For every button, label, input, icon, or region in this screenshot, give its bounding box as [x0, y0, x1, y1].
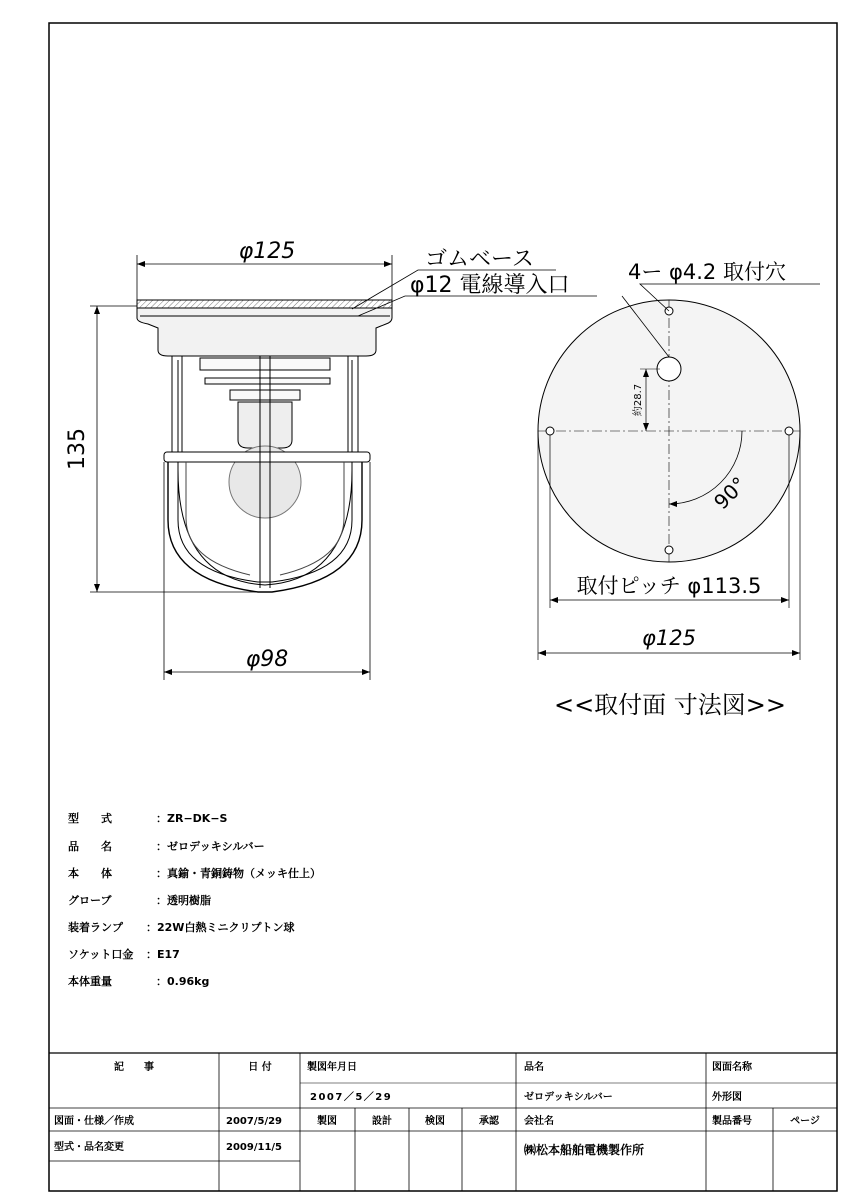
- sheet-border: [49, 23, 837, 1191]
- tb-h-drawing-name: 図面名称: [712, 1062, 752, 1073]
- tb-h-draw: 製図: [317, 1116, 337, 1127]
- label-cable-inlet: φ12 電線導入口: [410, 273, 570, 298]
- spec-value: ：真鍮・青銅鋳物（メッキ仕上）: [156, 867, 321, 880]
- rubber-base-hatch: [137, 300, 392, 308]
- spec-value: ：ZR−DK−S: [156, 812, 228, 825]
- spec-list: [68, 811, 321, 988]
- spec-value: ：E17: [146, 948, 180, 961]
- tb-h-product: 品名: [524, 1062, 544, 1073]
- tb-record-text: 図面・仕様／作成: [54, 1116, 134, 1127]
- dim-height: 135: [65, 428, 90, 470]
- spec-label: 装着ランプ: [68, 921, 123, 934]
- mount-view: [538, 284, 820, 660]
- dim-diameter: φ125: [642, 626, 696, 650]
- spec-label: 本 体: [68, 867, 112, 880]
- mount-caption: <<取付面 寸法図>>: [553, 691, 787, 719]
- spec-value: ：ゼロデッキシルバー: [156, 840, 265, 853]
- tb-h-record: 記 事: [114, 1062, 154, 1073]
- tb-h-drawn-date: 製図年月日: [307, 1062, 357, 1073]
- tb-record-date: 2007/5/29: [226, 1116, 283, 1127]
- tb-drawing-name: 外形図: [712, 1092, 742, 1103]
- label-holes: 4ー φ4.2 取付穴: [628, 260, 786, 284]
- spec-label: ソケット口金: [68, 948, 134, 961]
- label-rubber-base: ゴムベース: [425, 247, 534, 272]
- tb-company: ㈱松本船舶電機製作所: [524, 1143, 645, 1157]
- spec-value: ：透明樹脂: [156, 894, 211, 907]
- tb-h-design: 設計: [372, 1116, 392, 1127]
- spec-value: ：22W白熱ミニクリプトン球: [146, 921, 295, 934]
- mount-hole-left: [546, 427, 554, 435]
- dim-offset: 約28.7: [633, 383, 644, 417]
- tb-drawn-date: 2007／5／29: [310, 1092, 393, 1103]
- base-plate: [137, 308, 392, 356]
- mount-hole-right: [785, 427, 793, 435]
- spec-label: グローブ: [68, 894, 112, 907]
- guard-ring: [164, 452, 370, 462]
- tb-product: ゼロデッキシルバー: [524, 1092, 613, 1103]
- angle-label: 90°: [709, 472, 752, 515]
- spec-value: ：0.96kg: [156, 975, 210, 988]
- dim-bottom-width: φ98: [245, 647, 289, 672]
- mount-hole-bottom: [665, 546, 673, 554]
- spec-label: 型 式: [68, 812, 112, 825]
- tb-record-text: 型式・品名変更: [54, 1142, 124, 1153]
- tb-h-check: 検図: [425, 1116, 445, 1127]
- tb-h-page: ページ: [790, 1116, 820, 1127]
- cable-hole: [657, 357, 681, 381]
- tb-h-product-no: 製品番号: [712, 1116, 752, 1127]
- side-view: [137, 300, 392, 592]
- tb-record-date: 2009/11/5: [226, 1142, 283, 1153]
- dim-pitch: 取付ピッチ φ113.5: [576, 574, 762, 598]
- tb-h-company: 会社名: [524, 1116, 554, 1127]
- spec-label: 本体重量: [68, 975, 112, 988]
- dim-top-width: φ125: [238, 239, 296, 264]
- tb-h-approve: 承認: [479, 1116, 499, 1127]
- tb-h-date: 日 付: [248, 1062, 272, 1073]
- spec-label: 品 名: [68, 840, 112, 853]
